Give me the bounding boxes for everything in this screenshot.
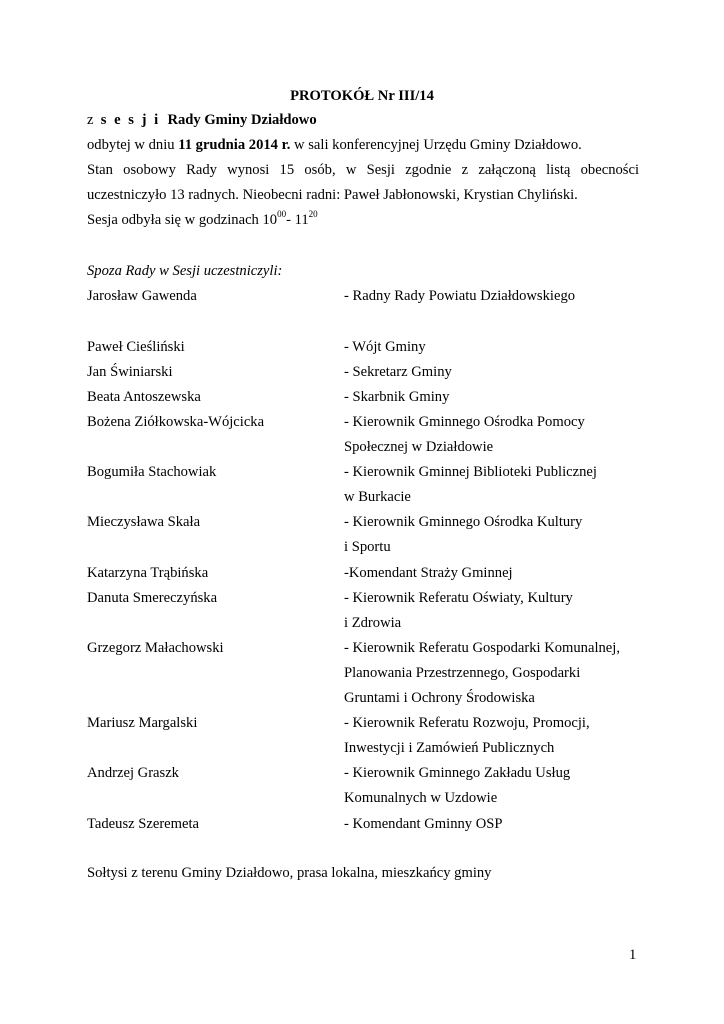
guest-role-line: - Radny Rady Powiatu Działdowskiego [344,288,576,304]
guest-name: Bożena Ziółkowska-Wójcicka [87,414,265,430]
guest-name: Mieczysława Skała [87,514,201,530]
hours-line [87,211,639,229]
guest-role-line: w Burkacie [344,489,411,505]
guest-role-line: - Wójt Gminy [344,339,426,355]
guest-name: Jarosław Gawenda [87,288,197,304]
guest-role-line: - Kierownik Gminnego Zakładu Usług [344,765,571,781]
guest-role-line: Planowania Przestrzennego, Gospodarki [344,665,581,681]
hours-mid: - 11 [286,212,309,228]
guest-name: Tadeusz Szeremeta [87,816,200,832]
guest-role-line: - Kierownik Referatu Rozwoju, Promocji, [344,715,590,731]
guest-name: Grzegorz Małachowski [87,640,224,656]
guests-footer: Sołtysi z terenu Gminy Działdowo, prasa lokalna, mieszkańcy gminy [87,865,492,881]
composition-line-2: uczestniczyło 13 radnych. Nieobecni radni: Paweł Jabłonowski, Krystian Chyliński. [87,187,578,203]
guest-name: Bogumiła Stachowiak [87,464,217,480]
guest-role-line: -Komendant Straży Gminnej [344,565,513,581]
guest-role-line: - Kierownik Gminnego Ośrodka Pomocy [344,414,585,430]
hours-sup-start: 00 [277,209,287,220]
guest-name: Danuta Smereczyńska [87,590,218,606]
guest-name: Jan Świniarski [87,364,173,380]
held-line [87,136,639,154]
guest-name: Paweł Cieśliński [87,339,185,355]
held-post: w sali konferencyjnej Urzędu Gminy Działdowo. [290,137,582,153]
session-word: s e s j i [100,112,161,128]
guest-role-line: i Sportu [344,539,391,555]
guest-role-line: i Zdrowia [344,615,402,631]
guest-role-line: Inwestycji i Zamówień Publicznych [344,740,555,756]
hours-pre: Sesja odbyła się w godzinach 10 [87,212,278,228]
guest-name: Beata Antoszewska [87,389,201,405]
guest-role-line: - Skarbnik Gminy [344,389,450,405]
guest-role-line: Społecznej w Działdowie [344,439,494,455]
guest-role-line: - Sekretarz Gminy [344,364,452,380]
guest-name: Andrzej Graszk [87,765,179,781]
guests-heading: Spoza Rady w Sesji uczestniczyli: [87,263,283,279]
document-title: PROTOKÓŁ Nr III/14 [290,88,434,104]
session-line [87,111,639,129]
held-date: 11 grudnia 2014 r. [178,137,291,153]
guest-name: Katarzyna Trąbińska [87,565,209,581]
guest-role-line: - Kierownik Gminnej Biblioteki Publicznej [344,464,597,480]
guest-role-line: - Kierownik Referatu Oświaty, Kultury [344,590,573,606]
guest-role-line: - Komendant Gminny OSP [344,816,503,832]
guest-role-line: Gruntami i Ochrony Środowiska [344,690,535,706]
held-pre: odbytej w dniu [87,137,179,153]
guest-role-line: - Kierownik Gminnego Ośrodka Kultury [344,514,583,530]
session-z: z [87,112,94,128]
guest-role-line: - Kierownik Referatu Gospodarki Komunalnej, [344,640,620,656]
hours-sup-end: 20 [308,209,318,220]
council-name: Rady Gminy Działdowo [167,112,317,128]
guest-role-line: Komunalnych w Uzdowie [344,790,498,806]
composition-line-1: Stan osobowy Rady wynosi 15 osób, w Sesji zgodnie z załączoną listą obecności [87,162,639,178]
page-number: 1 [629,947,637,963]
guest-name: Mariusz Margalski [87,715,198,731]
